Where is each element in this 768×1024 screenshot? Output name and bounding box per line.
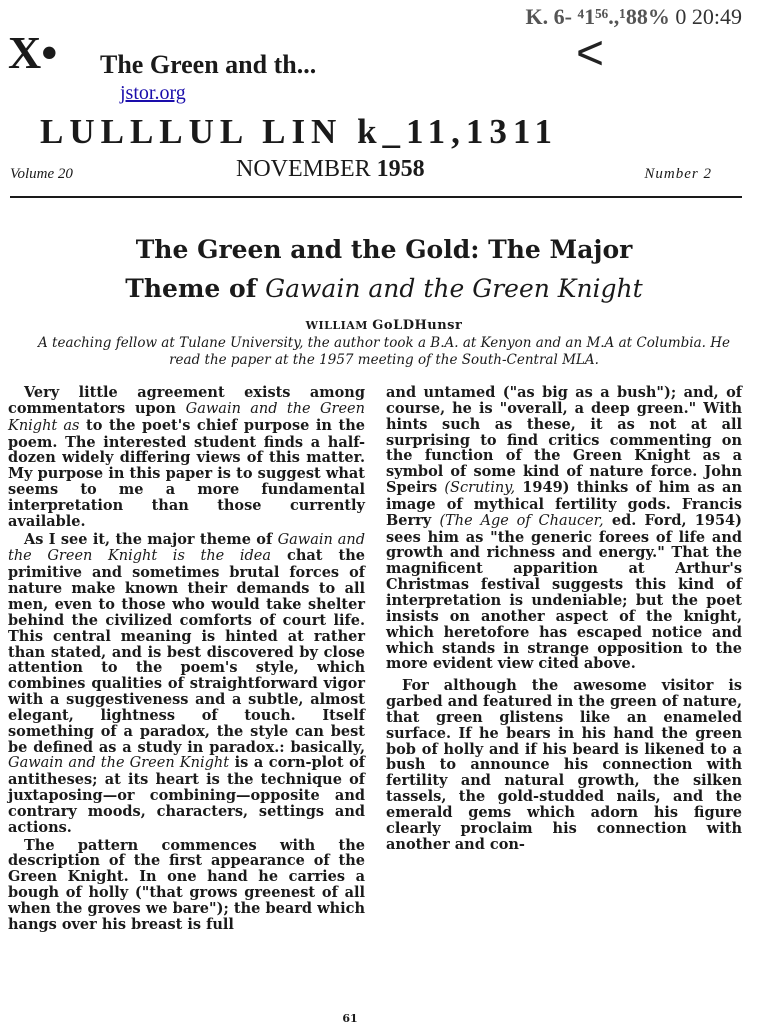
italic-text: (The Age of Chaucer, (439, 512, 604, 529)
paragraph (8, 838, 365, 933)
paragraph (386, 678, 742, 852)
close-button[interactable]: X• (8, 27, 58, 78)
title-line-1: The Green and the Gold: The Major (135, 235, 633, 264)
issue-year: 1958 (376, 156, 425, 182)
paragraph (8, 532, 365, 836)
text-run: and untamed ("as big as a bush"); and, of course, he is "overall, a deep green." With hints such as these, it as not at all surprising to find critics commenting on the function of the Green Knight as a symbol of some kind of nature force. John Speirs (386, 384, 742, 497)
author-note: A teaching fellow at Tulane University, the author took a B.A. at Kenyon and an M.A at Columbia. He read the paper at the 1957 meeting of the South-Central MLA. (38, 335, 730, 368)
text-run: 1949) thinks of him as an image of mythical fertility gods. Francis Berry (386, 479, 742, 529)
author-byline (0, 318, 768, 333)
text-run: chat the primitive and sometimes brutal forces of nature make known their demands to all men, even to those who would take shelter behind the civilized comforts of court life. This central meaning is hinted at rather than stated, and is best discovered by close attention to the poem's style, which combines qualities of straightforward vigor with a suggestiveness and a subtle, almost elegant, lightness of touch. Itself something of a paradox, the style can best be defined as a study in paradox.: basically, (8, 547, 365, 756)
text-run: Very little agreement exists among commentators upon (8, 384, 365, 417)
article-title (0, 230, 768, 308)
author-surname: GoLDHunsr (372, 318, 463, 333)
title-line-2-italic: Gawain and the Green Knight (265, 274, 643, 303)
text-run: The pattern commences with the description of the first appearance of the Green Knight. In one hand he carries a bough of holly ("that grows greenest of all when the groves we bare"); the beard which hangs over his breast is full (8, 836, 365, 933)
italic-text: Gawain and the Green Knight as (8, 400, 365, 434)
status-bar (526, 4, 742, 30)
text-run: to the poet's chief purpose in the poem. The interested student finds a half-dozen widely differing views of this matter. My purpose in this paper is to suggest what seems to me a more fundamental interpretation than those currently available. (8, 416, 366, 530)
italic-text: (Scrutiny, (444, 480, 516, 497)
volume-label: Volume 20 (10, 166, 73, 182)
issue-month: NOVEMBER (236, 156, 371, 182)
text-run: is a corn-plot of antitheses; at its heart is the technique of juxtaposing—or combining—opposite and contrary moods, characters, settings and actions. (8, 754, 365, 836)
page-title: The Green and th... (100, 50, 317, 79)
number-label: Number 2 (644, 166, 712, 182)
text-run: ed. Ford, 1954) sees him as "the generic forees of life and growth and richness and energy." That the magnificent apparition at Arthur's Christmas festival suggests this kind of interpretation is undeniable; but the poet insists on another aspect of the knight, which heretofore has escaped notice and which stands in strange opposition to the more evident view cited above. (386, 511, 743, 673)
issue-header (10, 156, 742, 198)
status-indicators: K. 6- ⁴1⁵⁶.,¹88% (525, 4, 670, 29)
text-run: For although the awesome visitor is garbed and featured in the green of nature, that green glistens like an enameled surface. If he bears in his hand the green bob of holly and if his beard is likened to a bush to announce his connection with fertility and natural growth, the silken tassels, the gold-studded nails, and the emerald gems which adorn his figure clearly proclaim his connection with another and con- (386, 677, 742, 853)
status-clock: 0 20:49 (675, 4, 742, 29)
italic-text: Gawain and the Green Knight is the idea (8, 531, 365, 565)
title-line-2-prefix: Theme of (125, 274, 266, 303)
italic-text: Gawain and the Green Knight (8, 755, 230, 772)
paragraph (386, 385, 742, 672)
paragraph (8, 385, 365, 530)
text-run: As I see it, the major theme of (24, 530, 278, 548)
author-first-name: WILLIAM (305, 319, 373, 332)
left-column (8, 385, 365, 935)
source-link[interactable]: jstor.org (120, 82, 186, 104)
issue-date (236, 156, 425, 183)
page-number: 61 (342, 1012, 358, 1024)
back-chevron-icon[interactable]: < (576, 27, 605, 80)
journal-name: LULLLUL LIN k_11,1311 (40, 112, 558, 151)
right-column (386, 385, 742, 854)
